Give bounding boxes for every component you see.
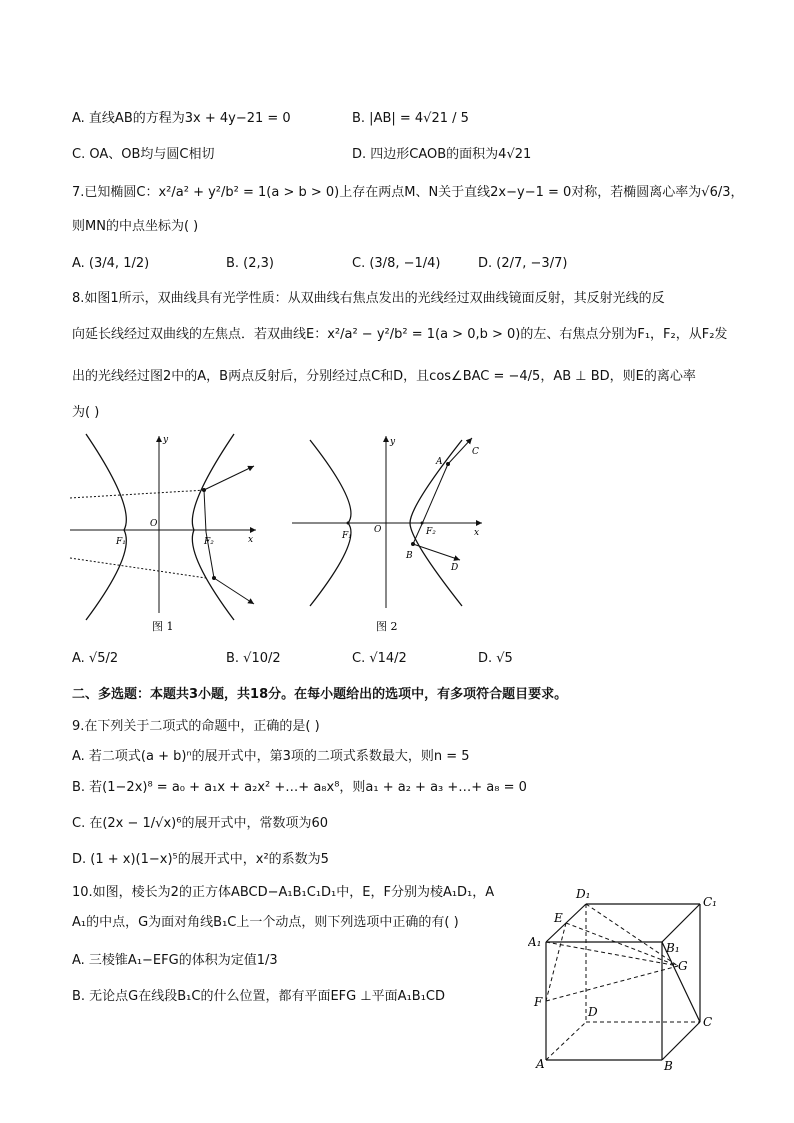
q9-option-b: B. 若(1−2x)⁸ = a₀ + a₁x + a₂x² +…+ a₈x⁸，则a₁ + a₂ + a₃ +…+ a₈ = 0 [72, 780, 527, 795]
figure-1 [66, 428, 266, 640]
q7-option-c: C. (3/8, −1/4) [352, 256, 441, 271]
point-a [446, 462, 450, 466]
q8-stem-line3: 出的光线经过图2中的A，B两点反射后，分别经过点C和D，且cos∠BAC = −4/5，AB ⊥ BD，则E的离心率 [72, 369, 696, 384]
dotted-line-lower [70, 558, 206, 578]
segment-d1-g [586, 904, 678, 966]
label-f2-2: F₂ [426, 527, 436, 537]
label-a: A [536, 1057, 545, 1071]
label-c: C [703, 1015, 713, 1029]
label-o: O [150, 519, 158, 529]
caption-fig2: 图 2 [376, 620, 398, 633]
label-b: B [406, 551, 413, 561]
label-a1: A₁ [528, 935, 542, 949]
label-c: C [472, 447, 479, 457]
hyperbola-left-branch [86, 434, 126, 620]
cube-figure [528, 880, 728, 1076]
point-b [411, 542, 415, 546]
edge-a-d [546, 1022, 586, 1060]
q10-stem-line1: 10.如图，棱长为2的正方体ABCD−A₁B₁C₁D₁中，E，F分别为棱A₁D₁，A [72, 885, 495, 900]
point-f1 [347, 522, 350, 525]
q7-stem-line2: 则MN的中点坐标为( ) [72, 219, 199, 234]
q6-option-d: D. 四边形CAOB的面积为4√21 [352, 147, 532, 162]
dotted-line-upper [70, 490, 206, 498]
label-e: E [554, 911, 563, 925]
label-g: G [678, 959, 688, 973]
label-d: D [588, 1005, 598, 1019]
q8-stem-line4: 为( ) [72, 405, 100, 420]
q6-option-a: A. 直线AB的方程为3x + 4y−21 = 0 [72, 111, 291, 126]
ray-f2-b [413, 524, 422, 544]
segment-e-g [566, 923, 678, 966]
figure-2 [286, 428, 486, 640]
label-d1: D₁ [576, 887, 591, 901]
edge-b-c [662, 1022, 700, 1060]
q9-stem: 9.在下列关于二项式的命题中，正确的是( ) [72, 719, 320, 734]
q7-option-a: A. (3/4, 1/2) [72, 256, 150, 271]
hyperbola-right-branch [192, 434, 234, 620]
section-heading: 二、多选题：本题共3小题，共18分。在每小题给出的选项中，有多项符合题目要求。 [72, 687, 568, 702]
point-upper [202, 488, 206, 492]
q8-option-a: A. √5/2 [72, 651, 119, 666]
label-b: B [664, 1059, 673, 1073]
q8-stem-line1: 8.如图1所示，双曲线具有光学性质：从双曲线右焦点发出的光线经过双曲线镜面反射，其反射光线的反 [72, 291, 665, 306]
caption-fig1: 图 1 [152, 620, 174, 633]
q9-option-a: A. 若二项式(a + b)ⁿ的展开式中，第3项的二项式系数最大，则n = 5 [72, 749, 470, 764]
ray-f2-upper [204, 490, 206, 532]
q6-option-c: C. OA、OB均与圆C相切 [72, 147, 215, 162]
label-c1: C₁ [703, 895, 717, 909]
q8-option-c: C. √14/2 [352, 651, 407, 666]
q8-option-b: B. √10/2 [226, 651, 281, 666]
q9-option-c: C. 在(2x − 1/√x)⁶的展开式中，常数项为60 [72, 816, 328, 831]
segment-e-f [546, 923, 566, 1001]
label-d: D [451, 563, 459, 573]
label-f1-2: F₁ [342, 531, 352, 541]
label-f: F [534, 995, 543, 1009]
label-y: y [163, 435, 169, 445]
label-y-2: y [390, 437, 396, 447]
q7-option-b: B. (2,3) [226, 256, 275, 271]
label-o-2: O [374, 525, 382, 535]
segment-a1-g [546, 942, 678, 966]
q9-option-d: D. (1 + x)(1−x)⁵的展开式中，x²的系数为5 [72, 852, 329, 867]
q10-stem-line2: A₁的中点，G为面对角线B₁C上一个动点，则下列选项中正确的有( ) [72, 915, 459, 930]
q6-option-b: B. |AB| = 4√21 / 5 [352, 111, 469, 126]
q8-option-d: D. √5 [478, 651, 513, 666]
point-lower [212, 576, 216, 580]
reflected-ray-bd [413, 544, 460, 560]
label-x: x [248, 535, 254, 545]
point-f2 [421, 522, 424, 525]
label-f2: F₂ [204, 537, 214, 547]
q10-option-b: B. 无论点G在线段B₁C的什么位置，都有平面EFG ⊥平面A₁B₁CD [72, 989, 446, 1004]
label-x-2: x [474, 528, 480, 538]
label-a: A [436, 457, 443, 467]
edge-b1-c1 [662, 904, 700, 942]
q10-option-a: A. 三棱锥A₁−EFG的体积为定值1/3 [72, 953, 278, 968]
q7-option-d: D. (2/7, −3/7) [478, 256, 568, 271]
segment-f-g [546, 966, 678, 1001]
q7-stem-line1: 7.已知椭圆C：x²/a² + y²/b² = 1(a > b > 0)上存在两点M、N关于直线2x−y−1 = 0对称，若椭圆离心率为√6/3， [72, 185, 744, 200]
label-f1: F₁ [116, 537, 126, 547]
q8-stem-line2: 向延长线经过双曲线的左焦点．若双曲线E：x²/a² − y²/b² = 1(a > 0,b > 0)的左、右焦点分别为F₁，F₂，从F₂发 [72, 327, 728, 342]
ray-f2-a [422, 464, 448, 524]
label-b1: B₁ [666, 941, 680, 955]
